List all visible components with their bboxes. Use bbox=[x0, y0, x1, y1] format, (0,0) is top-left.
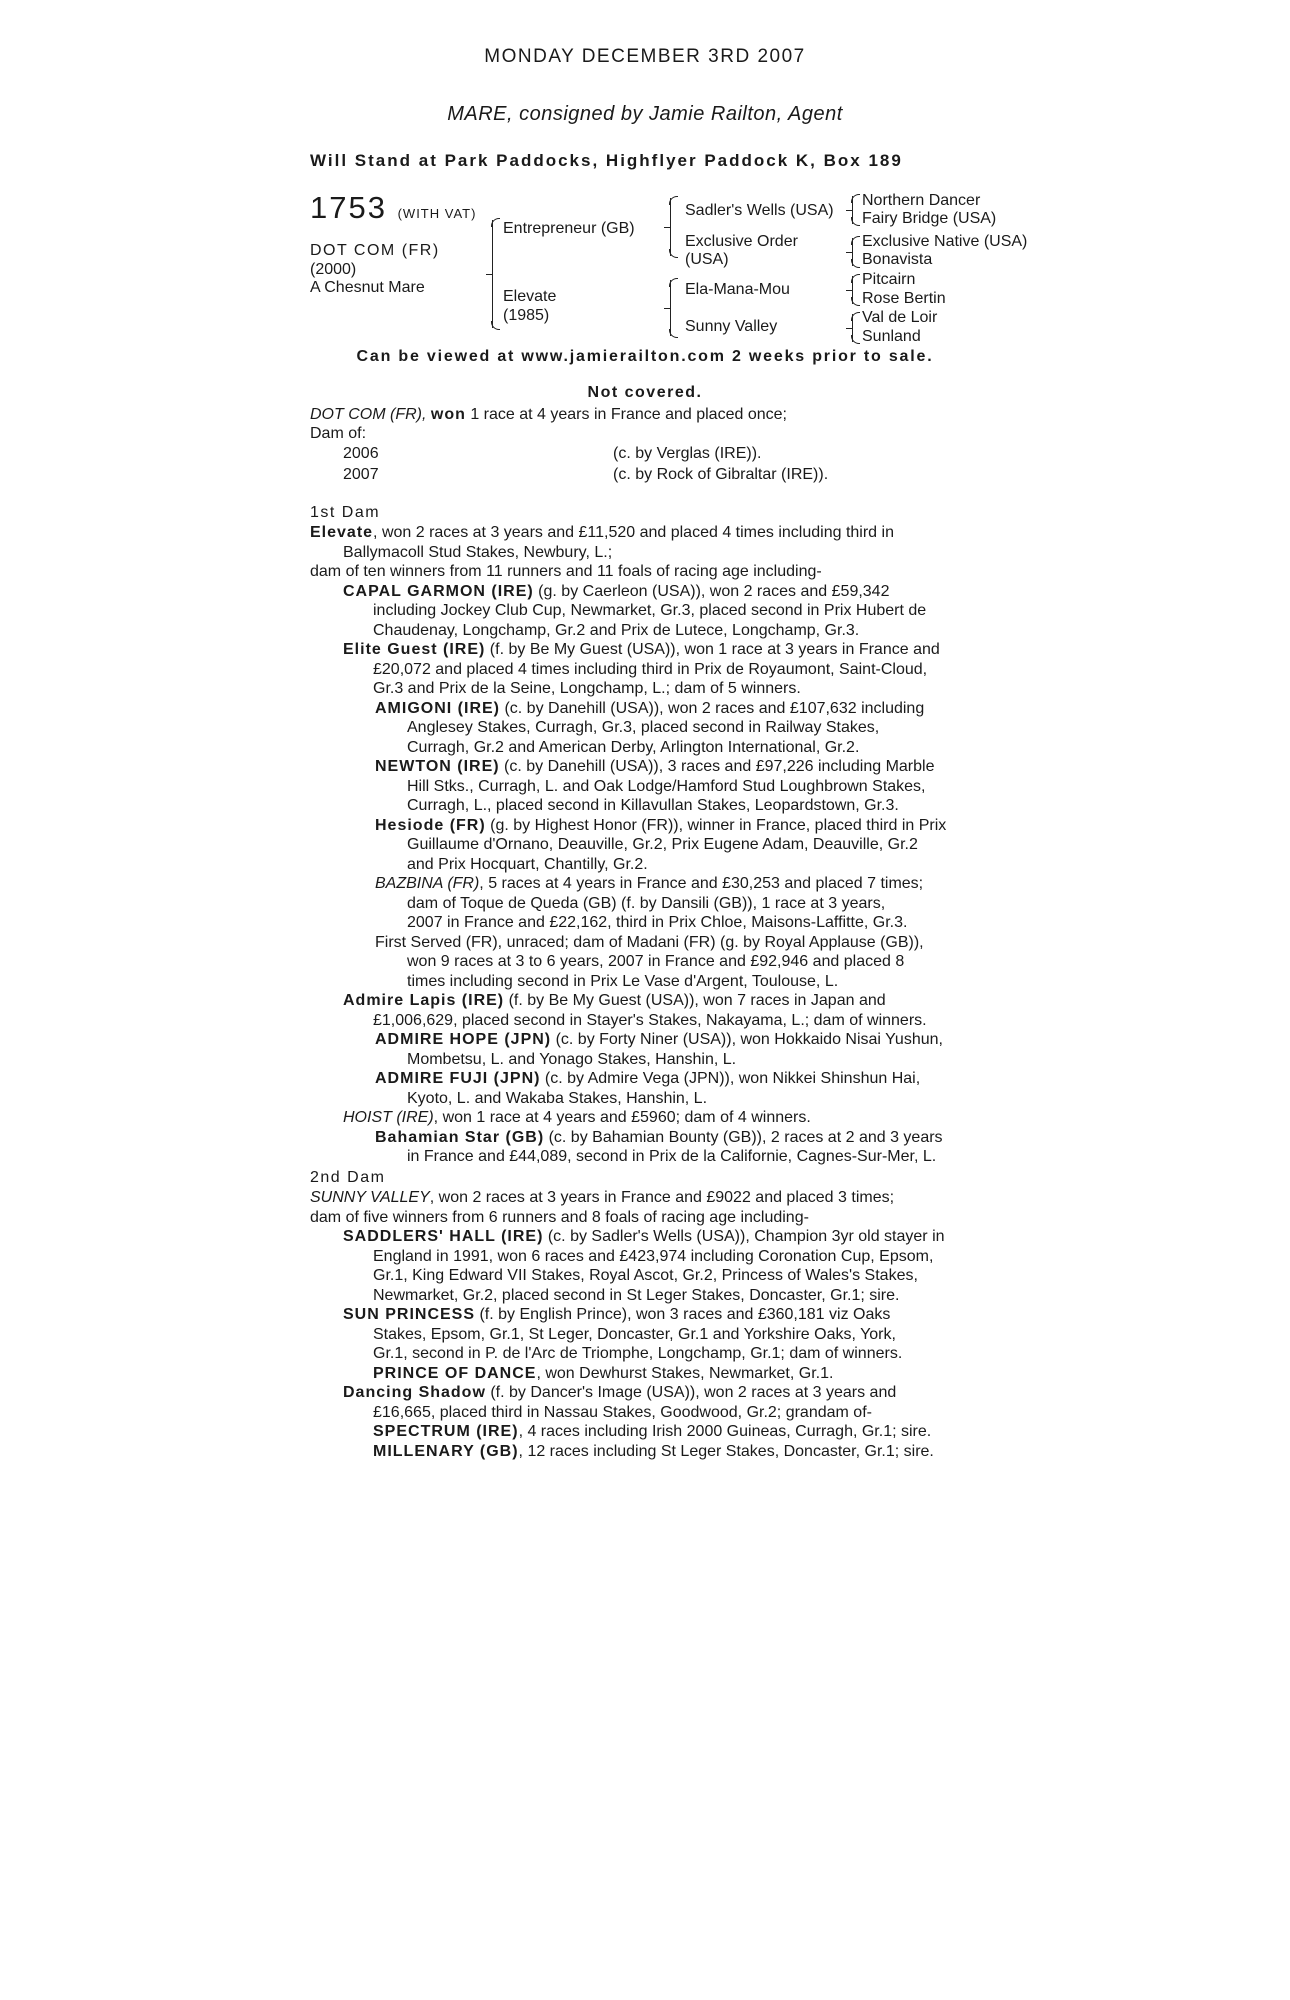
pedigree-note-line: £1,006,629, placed second in Stayer's Stakes, Nakayama, L.; dam of winners. bbox=[373, 1011, 927, 1029]
pedigree-brace bbox=[670, 280, 671, 336]
horse-name-italic: HOIST (IRE) bbox=[343, 1109, 434, 1126]
dam-of-label: Dam of: bbox=[310, 425, 367, 442]
first-dam-section bbox=[310, 523, 990, 1163]
pedigree-note-line: in France and £44,089, second in Prix de la Californie, Cagnes-Sur-Mer, L. bbox=[407, 1148, 937, 1165]
pedigree-dam: Elevate bbox=[503, 288, 557, 305]
pedigree-note-line: Mombetsu, L. and Yonago Stakes, Hanshin, L. bbox=[407, 1050, 737, 1068]
horse-name-bold: ADMIRE FUJI (JPN) bbox=[375, 1070, 541, 1087]
pedigree-note-line: PRINCE OF DANCE, won Dewhurst Stakes, Newmarket, Gr.1. bbox=[373, 1364, 834, 1382]
horse-name-bold: Elite Guest (IRE) bbox=[343, 641, 486, 658]
record-won: won bbox=[430, 406, 466, 423]
pedigree-note-line: HOIST (IRE), won 1 race at 4 years and £5960; dam of 4 winners. bbox=[343, 1109, 811, 1126]
pedigree-note-line: SADDLERS' HALL (IRE) (c. by Sadler's Wells (USA)), Champion 3yr old stayer in bbox=[343, 1228, 945, 1245]
horse-name-bold: MILLENARY (GB) bbox=[373, 1442, 519, 1460]
pedigree-note-line: AMIGONI (IRE) (c. by Danehill (USA)), won 2 races and £107,632 including bbox=[375, 699, 925, 717]
horse-name-bold: ADMIRE HOPE (JPN) bbox=[375, 1031, 552, 1048]
pedigree-sire-dam-line2: (USA) bbox=[685, 251, 729, 268]
horse-name-bold: NEWTON (IRE) bbox=[375, 758, 500, 775]
pedigree-note-line: ADMIRE HOPE (JPN) (c. by Forty Niner (USA)), won Hokkaido Nisai Yushun, bbox=[375, 1031, 943, 1048]
pedigree-note-line: ADMIRE FUJI (JPN) (c. by Admire Vega (JPN)), won Nikkei Shinshun Hai, bbox=[375, 1070, 921, 1087]
horse-name-bold: Dancing Shadow bbox=[343, 1384, 486, 1401]
pedigree-note-line: Hill Stks., Curragh, L. and Oak Lodge/Hamford Stud Loughbrown Stakes, bbox=[407, 777, 926, 795]
pedigree-note-line: and Prix Hocquart, Chantilly, Gr.2. bbox=[407, 855, 648, 873]
horse-name-bold: Bahamian Star (GB) bbox=[375, 1128, 545, 1146]
pedigree-note-line: SPECTRUM (IRE), 4 races including Irish 2000 Guineas, Curragh, Gr.1; sire. bbox=[373, 1423, 932, 1440]
record-summary: 1 race at 4 years in France and placed once; bbox=[470, 406, 787, 423]
pedigree-sds: Exclusive Native (USA) bbox=[862, 233, 1028, 250]
pedigree-ssd: Fairy Bridge (USA) bbox=[862, 210, 997, 227]
pedigree-note-line: Gr.3 and Prix de la Seine, Longchamp, L.; dam of 5 winners. bbox=[373, 680, 801, 697]
pedigree-note-line: England in 1991, won 6 races and £423,974 including Coronation Cup, Epsom, bbox=[373, 1247, 934, 1265]
horse-name-bold: SADDLERS' HALL (IRE) bbox=[343, 1228, 544, 1245]
pedigree-ddd: Sunland bbox=[862, 328, 921, 345]
sale-date: MONDAY DECEMBER 3RD 2007 bbox=[484, 46, 806, 67]
first-dam-heading: 1st Dam bbox=[310, 504, 381, 521]
pedigree-note-line: SUN PRINCESS (f. by English Prince), won 3 races and £360,181 viz Oaks bbox=[343, 1306, 891, 1323]
pedigree-note-line: BAZBINA (FR), 5 races at 4 years in France and £30,253 and placed 7 times; bbox=[375, 875, 924, 892]
pedigree-note-line: Stakes, Epsom, Gr.1, St Leger, Doncaster, Gr.1 and Yorkshire Oaks, York, bbox=[373, 1325, 896, 1343]
second-dam-section bbox=[310, 1188, 990, 1468]
pedigree-note-line: Gr.1, second in P. de l'Arc de Triomphe, Longchamp, Gr.1; dam of winners. bbox=[373, 1345, 903, 1362]
pedigree-note-line: won 9 races at 3 to 6 years, 2007 in France and £92,946 and placed 8 bbox=[407, 953, 905, 970]
pedigree-dam-dam: Sunny Valley bbox=[685, 318, 778, 335]
pedigree-note-line: Curragh, L., placed second in Killavullan Stakes, Leopardstown, Gr.3. bbox=[407, 797, 899, 814]
lot-number: 1753 bbox=[310, 190, 387, 225]
horse-name-italic: SUNNY VALLEY bbox=[310, 1189, 430, 1206]
pedigree-note-line: dam of ten winners from 11 runners and 11 foals of racing age including- bbox=[310, 563, 822, 580]
horse-name-bold: CAPAL GARMON (IRE) bbox=[343, 582, 534, 600]
horse-name-italic: BAZBINA (FR) bbox=[375, 875, 480, 892]
horse-name-bold: Elevate bbox=[310, 524, 374, 541]
produce-detail: (c. by Rock of Gibraltar (IRE)). bbox=[613, 466, 829, 483]
record-line bbox=[310, 405, 787, 424]
pedigree-sire: Entrepreneur (GB) bbox=[503, 220, 635, 237]
pedigree-note-line: SUNNY VALLEY, won 2 races at 3 years in France and £9022 and placed 3 times; bbox=[310, 1189, 895, 1206]
horse-name-bold: SUN PRINCESS bbox=[343, 1306, 476, 1323]
pedigree-sdd: Bonavista bbox=[862, 251, 933, 268]
pedigree-note-line: 2007 in France and £22,162, third in Prix Chloe, Maisons-Laffitte, Gr.3. bbox=[407, 914, 908, 931]
pedigree-brace bbox=[492, 220, 493, 328]
viewing-note: Can be viewed at www.jamierailton.com 2 weeks prior to sale. bbox=[356, 348, 934, 365]
pedigree-note-line: Chaudenay, Longchamp, Gr.2 and Prix de Lutece, Longchamp, Gr.3. bbox=[373, 621, 860, 639]
pedigree-note-line: Anglesey Stakes, Curragh, Gr.3, placed second in Railway Stakes, bbox=[407, 719, 880, 736]
pedigree-note-line: dam of five winners from 6 runners and 8 foals of racing age including- bbox=[310, 1208, 809, 1226]
pedigree-note-line: Curragh, Gr.2 and American Derby, Arlington International, Gr.2. bbox=[407, 738, 860, 756]
pedigree-note-line: First Served (FR), unraced; dam of Madani (FR) (g. by Royal Applause (GB)), bbox=[375, 933, 924, 951]
pedigree-note-line: CAPAL GARMON (IRE) (g. by Caerleon (USA)), won 2 races and £59,342 bbox=[343, 582, 890, 600]
produce-detail: (c. by Verglas (IRE)). bbox=[613, 445, 762, 462]
horse-name-bold: PRINCE OF DANCE bbox=[373, 1364, 537, 1382]
pedigree-note-line: Elevate, won 2 races at 3 years and £11,520 and placed 4 times including third in bbox=[310, 524, 894, 541]
pedigree-dsd: Rose Bertin bbox=[862, 290, 946, 307]
vat-label: (WITH VAT) bbox=[397, 206, 477, 221]
record-horse-name: DOT COM (FR), bbox=[310, 406, 427, 423]
pedigree-brace bbox=[852, 314, 853, 342]
pedigree-note-line: Dancing Shadow (f. by Dancer's Image (USA)), won 2 races at 3 years and bbox=[343, 1384, 897, 1401]
pedigree-note-line: Bahamian Star (GB) (c. by Bahamian Bounty (GB)), 2 races at 2 and 3 years bbox=[375, 1128, 943, 1146]
pedigree-dds: Val de Loir bbox=[862, 309, 938, 326]
lot-number-block bbox=[310, 190, 476, 226]
horse-name-bold: SPECTRUM (IRE) bbox=[373, 1423, 519, 1440]
pedigree-note-line: Ballymacoll Stud Stakes, Newbury, L.; bbox=[343, 543, 613, 561]
pedigree-note-line: including Jockey Club Cup, Newmarket, Gr.3, placed second in Prix Hubert de bbox=[373, 602, 927, 619]
horse-name-bold: AMIGONI (IRE) bbox=[375, 699, 500, 717]
horse-description: A Chesnut Mare bbox=[310, 279, 425, 296]
pedigree-note-line: MILLENARY (GB), 12 races including St Leger Stakes, Doncaster, Gr.1; sire. bbox=[373, 1442, 934, 1460]
pedigree-note-line: Guillaume d'Ornano, Deauville, Gr.2, Prix Eugene Adam, Deauville, Gr.2 bbox=[407, 836, 918, 853]
pedigree-brace bbox=[670, 198, 671, 256]
pedigree-note-line: £20,072 and placed 4 times including third in Prix de Royaumont, Saint-Cloud, bbox=[373, 660, 928, 678]
produce-year: 2006 bbox=[343, 445, 379, 462]
pedigree-sire-dam: Exclusive Order bbox=[685, 233, 798, 250]
covering-status: Not covered. bbox=[587, 384, 703, 401]
pedigree-dss: Pitcairn bbox=[862, 271, 916, 288]
pedigree-sire-sire: Sadler's Wells (USA) bbox=[685, 202, 834, 219]
second-dam-heading: 2nd Dam bbox=[310, 1169, 386, 1186]
consignment-line: MARE, consigned by Jamie Railton, Agent bbox=[447, 103, 843, 125]
pedigree-sss: Northern Dancer bbox=[862, 192, 981, 209]
pedigree-note-line: NEWTON (IRE) (c. by Danehill (USA)), 3 races and £97,226 including Marble bbox=[375, 758, 935, 775]
pedigree-dam-sire: Ela-Mana-Mou bbox=[685, 281, 790, 298]
produce-year: 2007 bbox=[343, 466, 379, 483]
pedigree-brace bbox=[852, 276, 853, 304]
horse-year: (2000) bbox=[310, 261, 357, 278]
pedigree-note-line: £16,665, placed third in Nassau Stakes, Goodwood, Gr.2; grandam of- bbox=[373, 1403, 872, 1421]
horse-name: DOT COM (FR) bbox=[310, 242, 440, 259]
pedigree-note-line: times including second in Prix Le Vase d'Argent, Toulouse, L. bbox=[407, 972, 839, 990]
pedigree-note-line: Gr.1, King Edward VII Stakes, Royal Ascot, Gr.2, Princess of Wales's Stakes, bbox=[373, 1267, 918, 1284]
pedigree-note-line: dam of Toque de Queda (GB) (f. by Dansili (GB)), 1 race at 3 years, bbox=[407, 894, 886, 912]
pedigree-note-line: Kyoto, L. and Wakaba Stakes, Hanshin, L. bbox=[407, 1089, 708, 1107]
pedigree-brace bbox=[852, 196, 853, 224]
pedigree-note-line: Newmarket, Gr.2, placed second in St Leger Stakes, Doncaster, Gr.1; sire. bbox=[373, 1286, 900, 1304]
pedigree-note-line: Admire Lapis (IRE) (f. by Be My Guest (USA)), won 7 races in Japan and bbox=[343, 992, 886, 1009]
horse-name-bold: Admire Lapis (IRE) bbox=[343, 992, 505, 1009]
stand-location: Will Stand at Park Paddocks, Highflyer Paddock K, Box 189 bbox=[310, 151, 903, 170]
pedigree-note-line: Hesiode (FR) (g. by Highest Honor (FR)), winner in France, placed third in Prix bbox=[375, 816, 947, 834]
pedigree-note-line: Elite Guest (IRE) (f. by Be My Guest (USA)), won 1 race at 3 years in France and bbox=[343, 641, 940, 658]
pedigree-dam-year: (1985) bbox=[503, 307, 550, 324]
pedigree-brace bbox=[852, 238, 853, 266]
horse-name-bold: Hesiode (FR) bbox=[375, 816, 486, 834]
